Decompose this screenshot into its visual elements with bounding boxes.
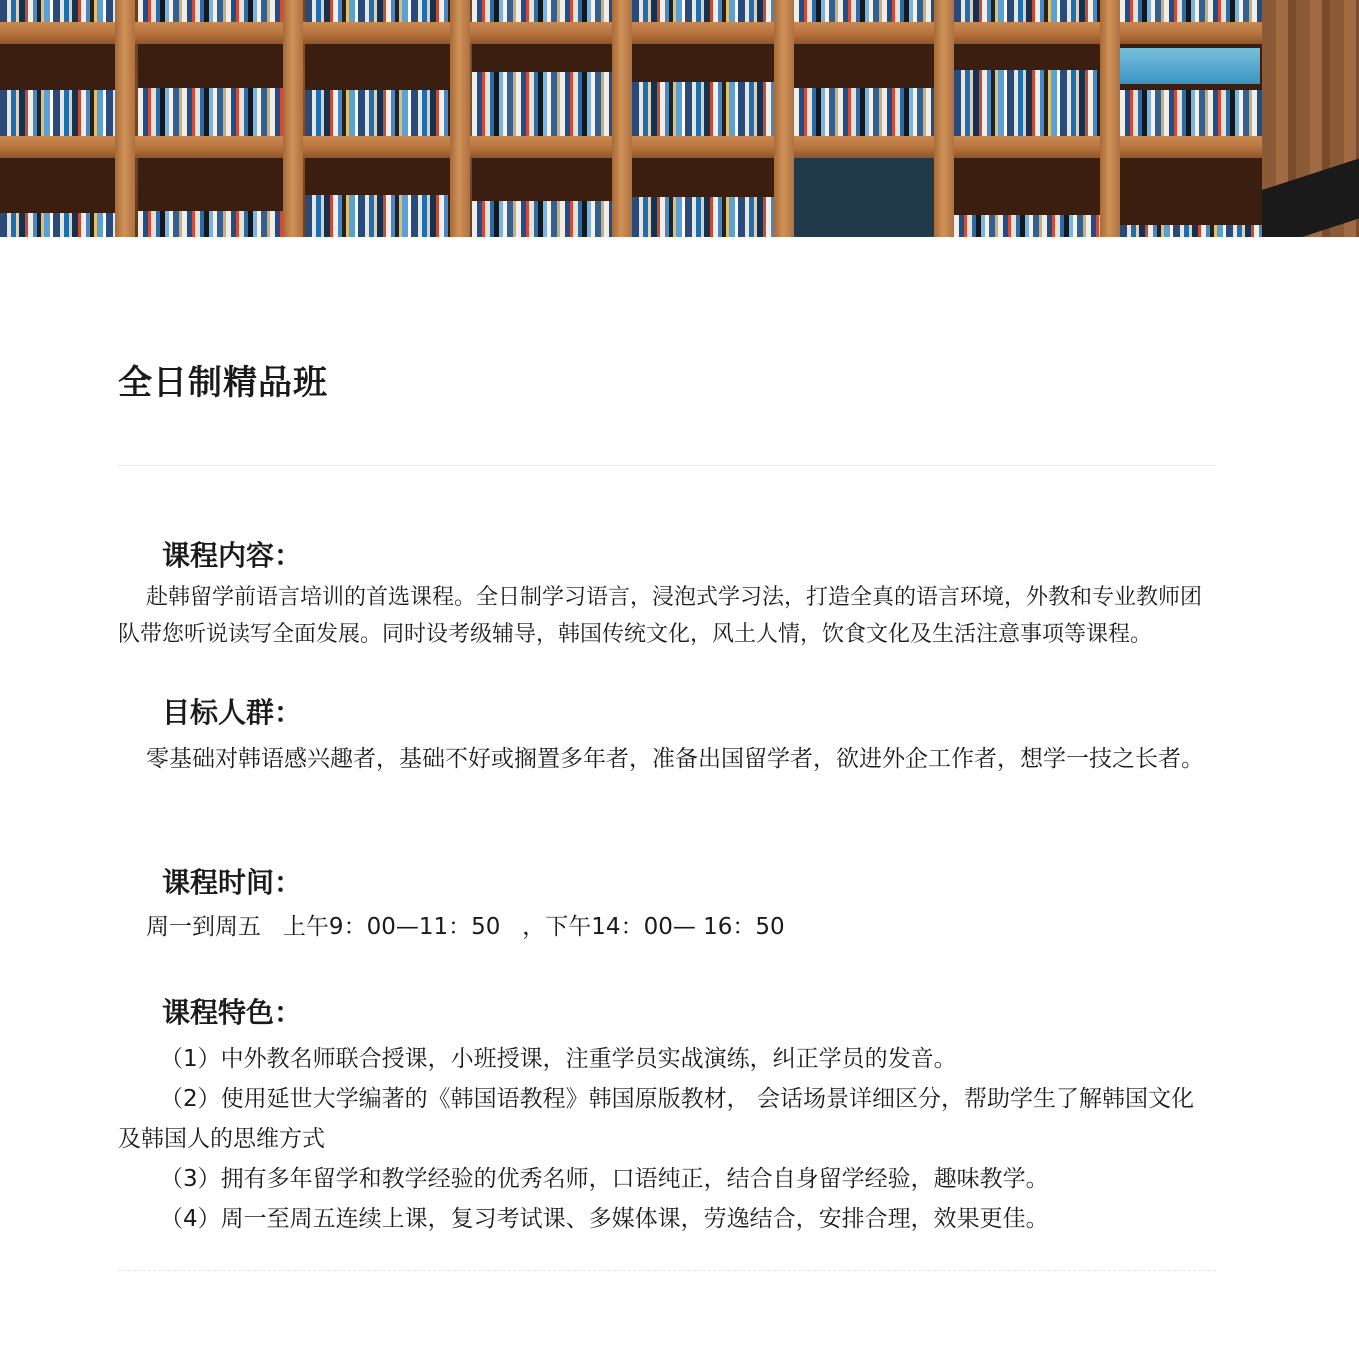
shelf-post (934, 0, 954, 237)
shelf-post (115, 0, 135, 237)
shelf-cell (472, 0, 612, 22)
shelf-post (774, 0, 794, 237)
schedule-text (118, 909, 1208, 946)
shelf-cell (954, 158, 1100, 237)
shelf-post (283, 0, 303, 237)
shelf-board (0, 22, 1290, 44)
paragraph-text: （3）拥有多年留学和教学经验的优秀名师，口语纯正，结合自身留学经验，趣味教学。 (160, 1166, 1049, 1192)
bottom-divider (118, 1270, 1216, 1271)
shelf-cell (632, 0, 774, 22)
shelf-cell (472, 44, 612, 136)
shelf-cell (954, 0, 1100, 22)
shelf-cell (0, 158, 115, 237)
paragraph-text: （1）中外教名师联合授课，小班授课，注重学员实战演练，纠正学员的发音。 (160, 1046, 957, 1072)
shelf-cell (138, 44, 283, 136)
shelf-cell (1120, 158, 1262, 237)
shelf-cell (794, 0, 934, 22)
paragraph-text: 赴韩留学前语言培训的首选课程。全日制学习语言，浸泡式学习法，打造全真的语言环境，外教和专业教师团队带您听说读写全面发展。同时设考级辅导，韩国传统文化，风土人情，饮食文化及生活注意事项等课程。 (118, 585, 1203, 647)
shelf-cell (472, 158, 612, 237)
shelf-cell (1120, 0, 1262, 22)
title-divider (118, 465, 1216, 466)
shelf-post (612, 0, 632, 237)
feature-item (118, 1079, 1208, 1159)
course-content-text (118, 579, 1208, 653)
target-audience-text (118, 740, 1208, 779)
shelf-post (1100, 0, 1120, 237)
shelf-cell (0, 0, 115, 22)
banner-bookshelf-image (0, 0, 1359, 237)
shelf-cell (138, 0, 283, 22)
paragraph-text: （2）使用延世大学编著的《韩国语教程》韩国原版教材， 会话场景详细区分，帮助学生了解韩国文化及韩国人的思维方式 (118, 1086, 1194, 1152)
shelf-cell (794, 44, 934, 136)
section-heading-target-audience: 目标人群： (162, 696, 303, 729)
shelf-cell (794, 158, 934, 237)
shelf-cell (305, 0, 450, 22)
shelf-cell (632, 44, 774, 136)
feature-item (118, 1159, 1208, 1199)
page-title: 全日制精品班 (118, 363, 328, 403)
shelf-cell (305, 44, 450, 136)
section-heading-schedule: 课程时间： (162, 866, 303, 899)
section-heading-course-content: 课程内容： (162, 539, 303, 572)
shelf-cell (0, 44, 115, 136)
shelf-cell (954, 44, 1100, 136)
paragraph-text: （4）周一至周五连续上课，复习考试课、多媒体课，劳逸结合，安排合理，效果更佳。 (160, 1206, 1049, 1232)
shelf-cell (305, 158, 450, 237)
feature-item (118, 1039, 1208, 1079)
paragraph-text: 周一到周五 上午9：00—11：50 ，下午14：00— 16：50 (146, 914, 785, 940)
paragraph-text: 零基础对韩语感兴趣者，基础不好或搁置多年者，准备出国留学者，欲进外企工作者，想学一技之长者。 (146, 746, 1204, 772)
shelf-cell (632, 158, 774, 237)
feature-item (118, 1199, 1208, 1239)
blue-light (1120, 48, 1260, 84)
shelf-cell (138, 158, 283, 237)
shelf-board (0, 136, 1290, 158)
shelf-post (450, 0, 470, 237)
section-heading-features: 课程特色： (162, 996, 303, 1029)
